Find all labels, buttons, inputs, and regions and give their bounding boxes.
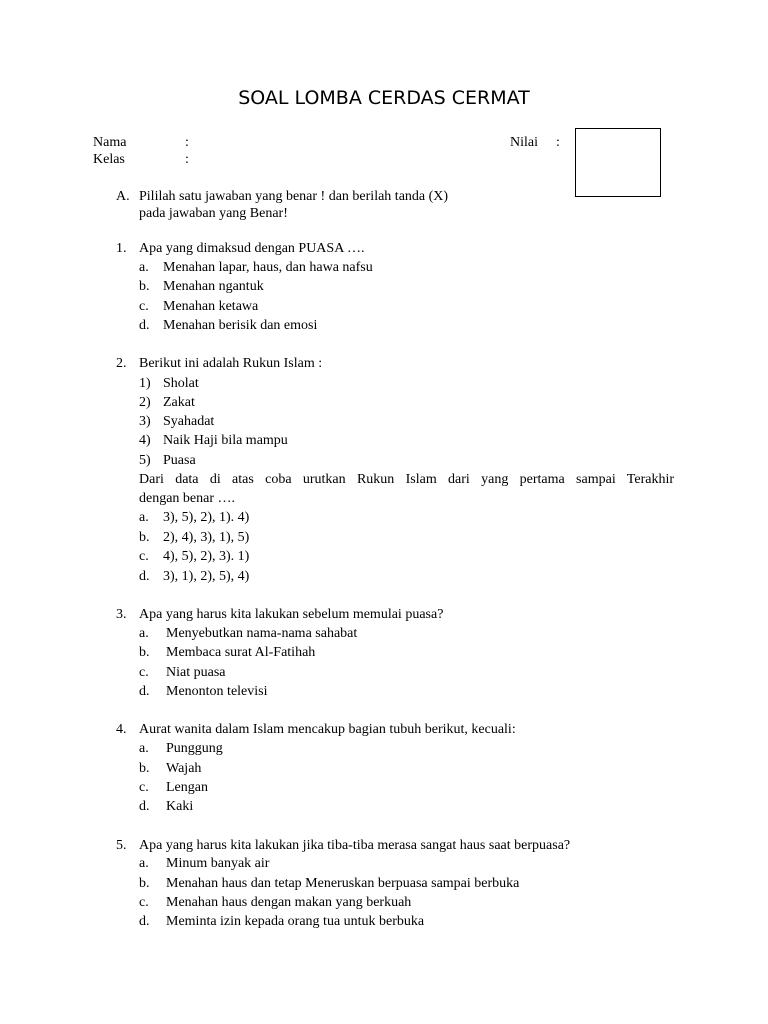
instruction-marker: A. [116, 189, 130, 204]
option-letter: d. [139, 569, 150, 584]
question-text: Apa yang harus kita lakukan sebelum memulai puasa? [139, 607, 444, 622]
option-text: Kaki [166, 799, 194, 814]
nilai-colon: : [556, 135, 560, 150]
option-text: Menahan haus dan tetap Meneruskan berpuasa sampai berbuka [166, 876, 520, 891]
list-item: Sholat [163, 376, 199, 391]
option-text: Menahan berisik dan emosi [163, 318, 318, 333]
option-text: Menonton televisi [166, 684, 268, 699]
option-letter: b. [139, 279, 150, 294]
list-number: 3) [139, 414, 151, 429]
option-letter: d. [139, 914, 150, 929]
option-text: Minum banyak air [166, 856, 270, 871]
nilai-box [575, 128, 661, 197]
option-letter: c. [139, 895, 149, 910]
list-number: 5) [139, 453, 151, 468]
option-letter: a. [139, 856, 149, 871]
option-text: Wajah [166, 761, 202, 776]
option-text: Niat puasa [166, 665, 226, 680]
option-letter: b. [139, 761, 150, 776]
option-text: 4), 5), 2), 3). 1) [163, 549, 250, 564]
question-number: 4. [116, 722, 127, 737]
option-letter: a. [139, 510, 149, 525]
option-letter: c. [139, 549, 149, 564]
option-text: 2), 4), 3), 1), 5) [163, 530, 250, 545]
option-letter: d. [139, 318, 150, 333]
option-letter: a. [139, 260, 149, 275]
option-text: Menahan lapar, haus, dan hawa nafsu [163, 260, 373, 275]
option-text: Punggung [166, 741, 223, 756]
option-letter: c. [139, 299, 149, 314]
question-number: 2. [116, 356, 127, 371]
list-item: Puasa [163, 453, 196, 468]
list-number: 4) [139, 433, 151, 448]
option-letter: d. [139, 684, 150, 699]
list-item: Naik Haji bila mampu [163, 433, 288, 448]
option-letter: c. [139, 780, 149, 795]
option-letter: b. [139, 876, 150, 891]
list-item: Zakat [163, 395, 195, 410]
kelas-label: Kelas [93, 152, 125, 167]
option-text: Membaca surat Al-Fatihah [166, 645, 316, 660]
question-number: 1. [116, 241, 127, 256]
option-letter: a. [139, 626, 149, 641]
question-text: Berikut ini adalah Rukun Islam : [139, 356, 323, 371]
list-item: Syahadat [163, 414, 215, 429]
option-text: Menahan ngantuk [163, 279, 264, 294]
question-text: Apa yang dimaksud dengan PUASA …. [139, 241, 365, 256]
option-letter: b. [139, 530, 150, 545]
nama-colon: : [185, 135, 189, 150]
option-text: Menahan haus dengan makan yang berkuah [166, 895, 412, 910]
question-prompt-line: Dari data di atas coba urutkan Rukun Islam dari yang pertama sampai Terakhir [139, 472, 674, 487]
instruction-line: Pililah satu jawaban yang benar ! dan berilah tanda (X) [139, 189, 449, 204]
option-text: Lengan [166, 780, 208, 795]
question-text: Aurat wanita dalam Islam mencakup bagian tubuh berikut, kecuali: [139, 722, 516, 737]
option-text: Meminta izin kepada orang tua untuk berbuka [166, 914, 425, 929]
option-text: 3), 1), 2), 5), 4) [163, 569, 250, 584]
kelas-colon: : [185, 152, 189, 167]
nilai-label: Nilai [510, 135, 538, 150]
list-number: 1) [139, 376, 151, 391]
question-number: 5. [116, 838, 127, 853]
instruction-line: pada jawaban yang Benar! [139, 206, 288, 221]
list-number: 2) [139, 395, 151, 410]
option-letter: a. [139, 741, 149, 756]
option-text: Menahan ketawa [163, 299, 259, 314]
question-prompt-line: dengan benar …. [139, 491, 236, 506]
page-title: SOAL LOMBA CERDAS CERMAT [238, 87, 530, 109]
question-number: 3. [116, 607, 127, 622]
option-letter: d. [139, 799, 150, 814]
option-text: Menyebutkan nama-nama sahabat [166, 626, 358, 641]
option-letter: b. [139, 645, 150, 660]
nama-label: Nama [93, 135, 127, 150]
option-text: 3), 5), 2), 1). 4) [163, 510, 250, 525]
option-letter: c. [139, 665, 149, 680]
question-text: Apa yang harus kita lakukan jika tiba-tiba merasa sangat haus saat berpuasa? [139, 838, 571, 853]
